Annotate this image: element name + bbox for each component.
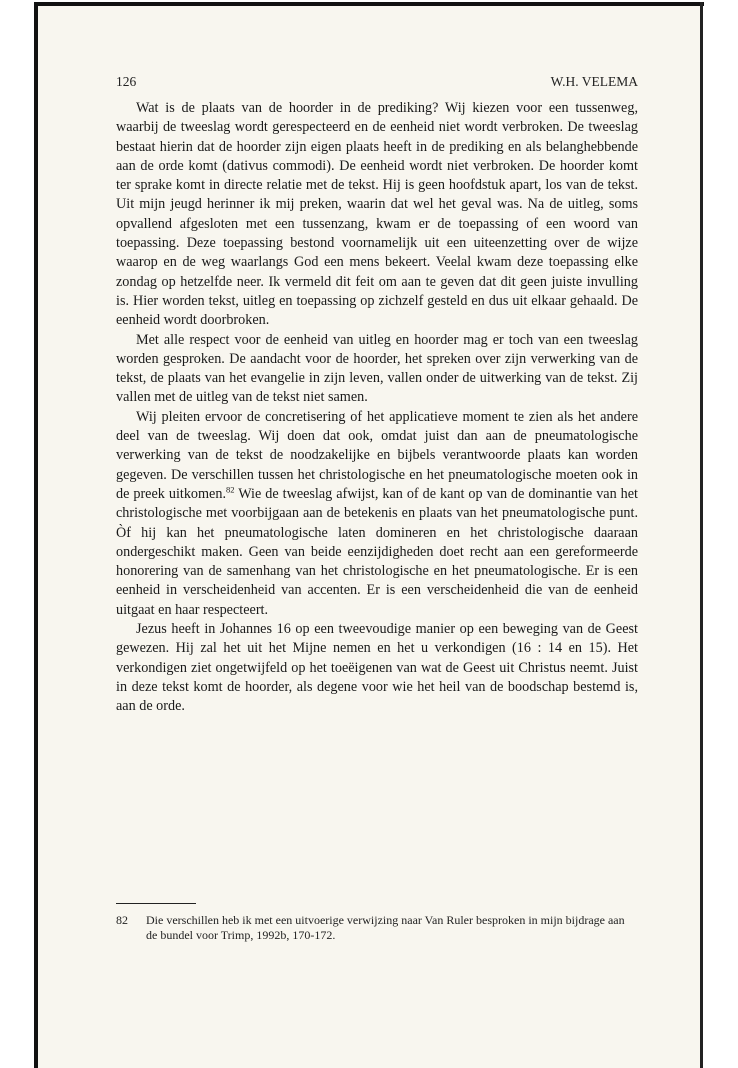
paragraph-text: Wij pleiten ervoor de concretisering of het applicatieve moment te zien als het andere deel van de tweeslag. Wij doen dat ook, omdat juist dan aan de pneumatologische verwerking van de tekst de noodzakelijke en bijbels verantwoorde plaats kan worden gegeven. De verschillen tussen het christologische en het pneumatologische moeten ook in de preek uitkomen. — [116, 408, 638, 502]
paragraph-text: Wie de tweeslag afwijst, kan of de kant op van de dominantie van het christologische met voorbijgaan aan de betekenis en plaats van het pneumatologische punt. Òf hij kan het pneumatologische laten domineren en het christologische daaraan ondergeschikt maken. Geen van beide eenzijdigheden doet recht aan een gereformeerde honorering van de samenhang van het christologische en het pneumatologische. Er is een eenheid in verscheidenheid van accenten. Er is een verscheidenheid die van de eenheid uitgaat en haar respecteert. — [116, 485, 638, 618]
page-number: 126 — [116, 74, 137, 89]
running-head-author: W.H. VELEMA — [550, 74, 638, 89]
footnote-text: Die verschillen heb ik met een uitvoerige verwijzing naar Van Ruler besproken in mijn bijdrage aan de bundel voor Trimp, 1992b, 170-172. — [146, 913, 625, 942]
footnote-divider — [116, 903, 196, 904]
footnote — [116, 913, 638, 943]
scan-edge-right — [700, 2, 703, 1068]
running-header — [116, 74, 638, 90]
paragraph: Wat is de plaats van de hoorder in de prediking? Wij kiezen voor een tussenweg, waarbij de tweeslag wordt gerespecteerd en de eenheid niet wordt verbroken. De tweeslag bestaat hierin dat de hoorder zijn eigen plaats heeft in de prediking en als belanghebbende aan de orde komt (dativus commodi). De eenheid wordt niet verbroken. De hoorder komt ter sprake komt in directe relatie met de tekst. Hij is geen hoofdstuk apart, los van de tekst. Uit mijn jeugd herinner ik mij preken, waarin dat wel het geval was. Na de uitleg, soms opvallend afgesloten met een tussenzang, kwam er de toepassing of een woord van toepassing. Deze toepassing bestond voornamelijk uit een uiteenzetting over de wijze waarop en de weg waarlangs God een mens bekeert. Veelal kwam deze toepassing elke zondag op hetzelfde neer. Ik vermeld dit feit om aan te geven dat dit geen juiste invulling is. Hier worden tekst, uitleg en toepassing op zichzelf gesteld en dus uit elkaar gehaald. De eenheid wordt doorbroken. — [116, 100, 638, 329]
paragraph: Jezus heeft in Johannes 16 op een tweevoudige manier op een beweging van de Geest gewezen. Hij zal het uit het Mijne nemen en het u verkondigen (16 : 14 en 15). Het verkondigen ziet ongetwijfeld op het toeëigenen van wat de Geest uit Christus neemt. Juist in deze tekst komt de hoorder, als degene voor wie het heil van de boodschap bestemd is, aan de orde. — [116, 621, 638, 715]
paragraph: Met alle respect voor de eenheid van uitleg en hoorder mag er toch van een tweeslag worden gesproken. De aandacht voor de hoorder, het spreken over zijn verwerking van de tekst, de plaats van het evangelie in zijn leven, vallen onder de uitwerking van de tekst. Zij vallen met de uitleg van de tekst niet samen. — [116, 331, 638, 406]
footnote-number: 82 — [116, 913, 128, 927]
footnote-reference[interactable]: 82 — [226, 484, 235, 495]
body-text — [116, 99, 638, 717]
paragraph — [116, 408, 638, 620]
